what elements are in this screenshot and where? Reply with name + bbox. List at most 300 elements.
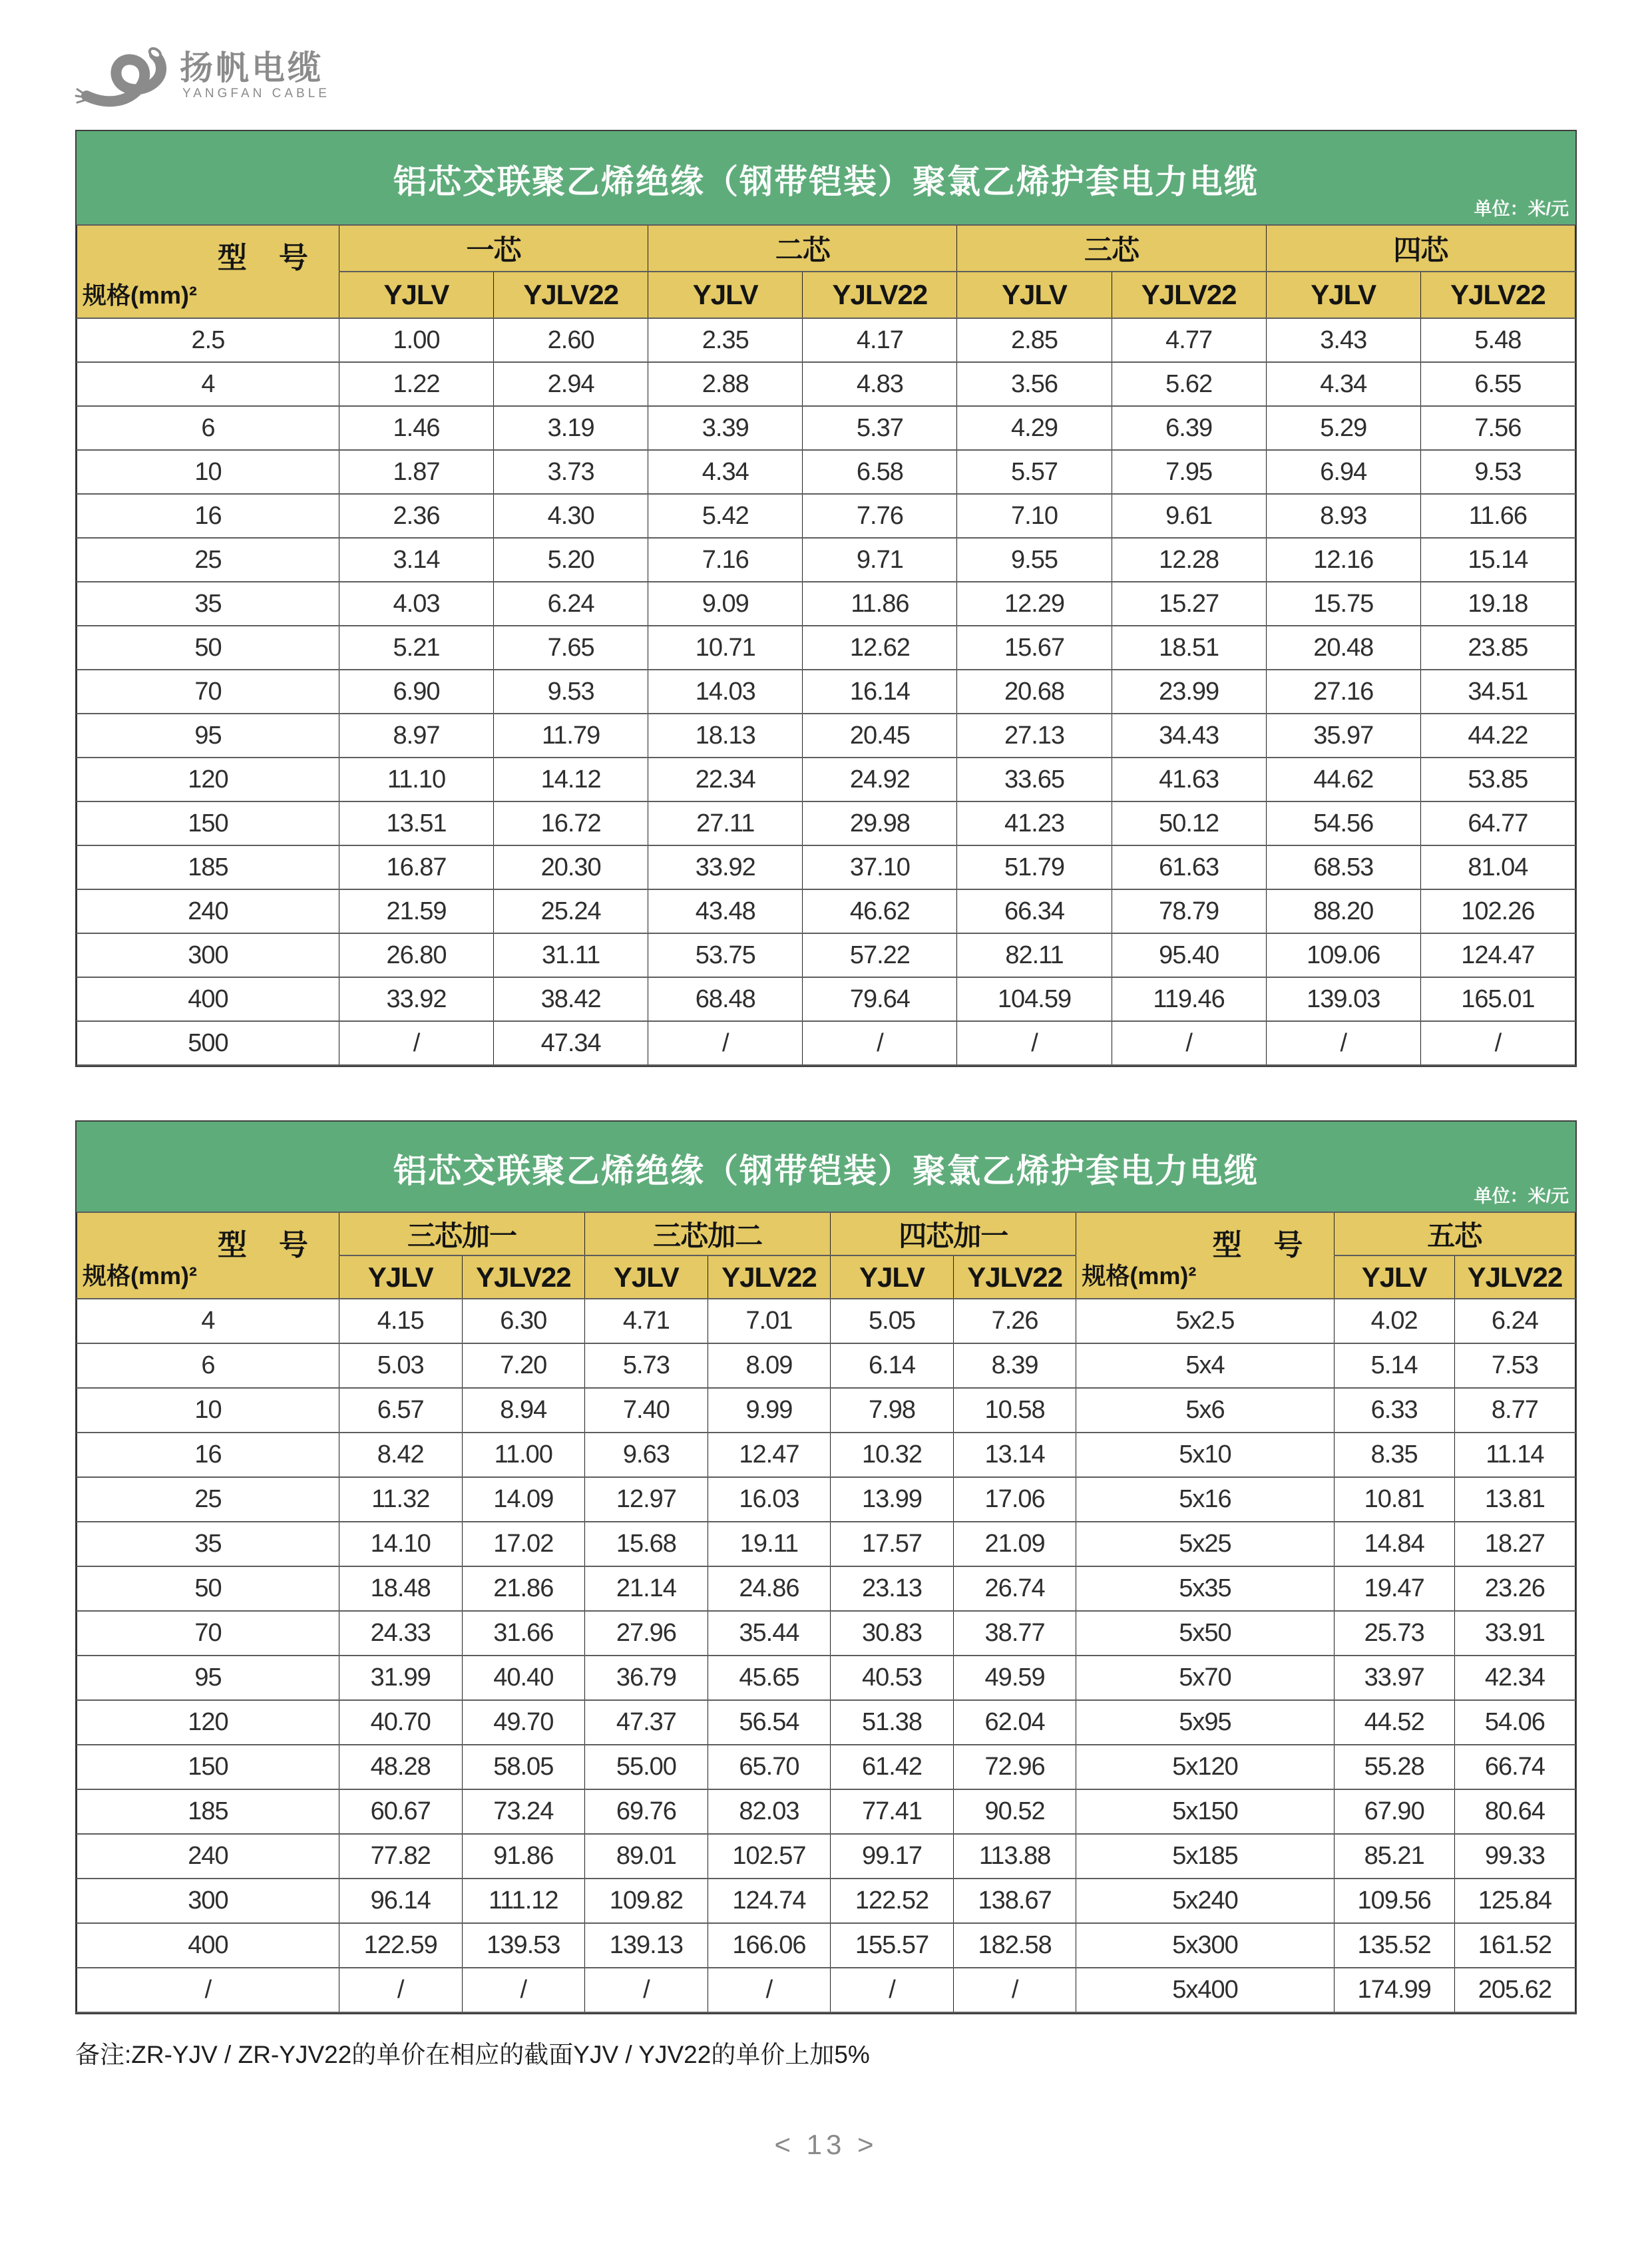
table-row — [77, 450, 1575, 494]
price-cell: 12.62 — [803, 626, 957, 670]
price-cell: 6.55 — [1420, 362, 1575, 406]
spec-cell: 95 — [77, 714, 339, 758]
price-cell: 38.77 — [953, 1611, 1076, 1656]
price-cell: 8.42 — [339, 1433, 462, 1477]
price-cell: 20.30 — [494, 845, 648, 889]
price-cell: 4.17 — [803, 318, 957, 362]
price-cell: 1.22 — [339, 362, 493, 406]
table-row — [77, 1923, 1575, 1968]
subheader-cell: YJLV — [339, 272, 493, 318]
subheader-cell: YJLV — [585, 1255, 708, 1299]
price-cell: 31.11 — [494, 933, 648, 977]
logo-text-cn: 扬帆电缆 — [180, 49, 323, 87]
price-cell: 62.04 — [953, 1700, 1076, 1745]
price-cell: 15.67 — [957, 626, 1112, 670]
price-cell: 139.13 — [585, 1923, 708, 1968]
price-cell: 17.06 — [953, 1477, 1076, 1522]
spec-cell: 240 — [77, 889, 339, 933]
price-cell: 18.27 — [1454, 1522, 1575, 1566]
price-cell: 77.41 — [831, 1789, 954, 1834]
price-cell: 9.53 — [494, 670, 648, 714]
table-row — [77, 714, 1575, 758]
price-cell: 41.23 — [957, 801, 1112, 845]
price-cell: 109.06 — [1266, 933, 1420, 977]
price-cell: 14.09 — [462, 1477, 585, 1522]
spec-cell: 10 — [77, 450, 339, 494]
price-cell: 16.03 — [708, 1477, 831, 1522]
subheader-cell: YJLV — [1334, 1255, 1454, 1299]
table-row — [77, 845, 1575, 889]
subheader-cell: YJLV22 — [462, 1255, 585, 1299]
price-cell: 91.86 — [462, 1834, 585, 1879]
price-cell: 13.14 — [953, 1433, 1076, 1477]
price-cell: 109.56 — [1334, 1879, 1454, 1923]
price-cell: 82.11 — [957, 933, 1112, 977]
price-cell: 4.34 — [1266, 362, 1420, 406]
spec-cell: 150 — [77, 1745, 339, 1789]
spec-cell: 35 — [77, 1522, 339, 1566]
price-cell: 6.94 — [1266, 450, 1420, 494]
price-cell: 10.71 — [648, 626, 803, 670]
spec-cell: 4 — [77, 362, 339, 406]
table1-body — [77, 318, 1575, 1065]
spec-cell: 70 — [77, 1611, 339, 1656]
price-cell: 47.37 — [585, 1700, 708, 1745]
price-cell: 33.92 — [648, 845, 803, 889]
price-cell: 3.56 — [957, 362, 1112, 406]
price-cell: 3.19 — [494, 406, 648, 450]
price-cell: 29.98 — [803, 801, 957, 845]
spec-cell: 5x150 — [1076, 1789, 1334, 1834]
table-row — [77, 670, 1575, 714]
subheader-cell: YJLV22 — [1454, 1255, 1575, 1299]
price-cell: 5.37 — [803, 406, 957, 450]
price-cell: 23.13 — [831, 1566, 954, 1611]
price-cell: 9.99 — [708, 1388, 831, 1433]
group-header: 四芯 — [1266, 225, 1575, 272]
price-cell: 5.62 — [1112, 362, 1266, 406]
price-cell: 33.92 — [339, 977, 493, 1021]
price-cell: 4.02 — [1334, 1299, 1454, 1343]
price-cell: 82.03 — [708, 1789, 831, 1834]
price-cell: 5.48 — [1420, 318, 1575, 362]
price-cell: 27.16 — [1266, 670, 1420, 714]
price-cell: 5.05 — [831, 1299, 954, 1343]
price-cell: 24.86 — [708, 1566, 831, 1611]
price-cell: 19.47 — [1334, 1566, 1454, 1611]
table2-title-bar — [77, 1122, 1575, 1212]
price-cell: / — [1420, 1021, 1575, 1065]
price-cell: 40.70 — [339, 1700, 462, 1745]
price-cell: 102.57 — [708, 1834, 831, 1879]
price-cell: 15.68 — [585, 1522, 708, 1566]
price-cell: 41.63 — [1112, 758, 1266, 801]
price-cell: 10.32 — [831, 1433, 954, 1477]
price-cell: 44.52 — [1334, 1700, 1454, 1745]
price-cell: 61.63 — [1112, 845, 1266, 889]
price-cell: 7.53 — [1454, 1343, 1575, 1388]
price-cell: 9.53 — [1420, 450, 1575, 494]
table1-header — [77, 225, 1575, 318]
price-cell: 2.35 — [648, 318, 803, 362]
table-row — [77, 626, 1575, 670]
price-cell: 60.67 — [339, 1789, 462, 1834]
table-row — [77, 1388, 1575, 1433]
group-header: 一芯 — [339, 225, 648, 272]
price-cell: 14.84 — [1334, 1522, 1454, 1566]
table-row — [77, 977, 1575, 1021]
price-cell: 7.95 — [1112, 450, 1266, 494]
price-cell: 6.90 — [339, 670, 493, 714]
spec-cell: 400 — [77, 1923, 339, 1968]
spec-cell: 4 — [77, 1299, 339, 1343]
price-cell: 135.52 — [1334, 1923, 1454, 1968]
spec-cell: 120 — [77, 1700, 339, 1745]
price-cell: / — [1266, 1021, 1420, 1065]
price-cell: 68.53 — [1266, 845, 1420, 889]
price-cell: / — [339, 1021, 493, 1065]
price-cell: 1.46 — [339, 406, 493, 450]
table-row — [77, 933, 1575, 977]
price-cell: 122.59 — [339, 1923, 462, 1968]
price-cell: 66.74 — [1454, 1745, 1575, 1789]
spec-cell: 50 — [77, 1566, 339, 1611]
price-cell: 33.91 — [1454, 1611, 1575, 1656]
price-cell: 40.40 — [462, 1656, 585, 1700]
price-cell: 155.57 — [831, 1923, 954, 1968]
price-cell: 68.48 — [648, 977, 803, 1021]
price-cell: 6.24 — [494, 582, 648, 626]
price-cell: 7.20 — [462, 1343, 585, 1388]
price-cell: 9.63 — [585, 1433, 708, 1477]
price-table-2 — [75, 1120, 1577, 2014]
price-cell: 5.20 — [494, 538, 648, 582]
table-row — [77, 1789, 1575, 1834]
price-cell: / — [1112, 1021, 1266, 1065]
price-cell: 182.58 — [953, 1923, 1076, 1968]
table-row — [77, 758, 1575, 801]
table-row — [77, 1477, 1575, 1522]
subheader-cell: YJLV22 — [803, 272, 957, 318]
price-cell: 109.82 — [585, 1879, 708, 1923]
price-cell: 27.13 — [957, 714, 1112, 758]
price-cell: 49.59 — [953, 1656, 1076, 1700]
price-cell: 42.34 — [1454, 1656, 1575, 1700]
corner-label-model: 型 号 — [217, 1229, 310, 1261]
table2-unit-label: 单位：米/元 — [1474, 1186, 1569, 1206]
price-cell: 16.14 — [803, 670, 957, 714]
price-cell: 21.59 — [339, 889, 493, 933]
price-cell: 124.47 — [1420, 933, 1575, 977]
price-cell: 2.88 — [648, 362, 803, 406]
price-cell: 8.35 — [1334, 1433, 1454, 1477]
price-cell: 6.33 — [1334, 1388, 1454, 1433]
price-cell: / — [585, 1968, 708, 2012]
table-row — [77, 1968, 1575, 2012]
group-header: 二芯 — [648, 225, 957, 272]
price-cell: 2.36 — [339, 494, 493, 538]
price-cell: 139.03 — [1266, 977, 1420, 1021]
spec-cell: 16 — [77, 1433, 339, 1477]
subheader-cell: YJLV22 — [1420, 272, 1575, 318]
price-cell: 6.24 — [1454, 1299, 1575, 1343]
price-cell: 102.26 — [1420, 889, 1575, 933]
price-cell: 4.71 — [585, 1299, 708, 1343]
price-cell: 6.58 — [803, 450, 957, 494]
price-cell: 47.34 — [494, 1021, 648, 1065]
spec-cell: 6 — [77, 406, 339, 450]
table1 — [77, 224, 1575, 1066]
spec-cell: 2.5 — [77, 318, 339, 362]
price-cell: 27.11 — [648, 801, 803, 845]
price-cell: 51.79 — [957, 845, 1112, 889]
price-cell: 54.06 — [1454, 1700, 1575, 1745]
price-cell: 12.97 — [585, 1477, 708, 1522]
price-cell: 25.24 — [494, 889, 648, 933]
spec-cell: 5x25 — [1076, 1522, 1334, 1566]
table-row — [77, 538, 1575, 582]
price-cell: 4.83 — [803, 362, 957, 406]
price-cell: 37.10 — [803, 845, 957, 889]
price-cell: 8.93 — [1266, 494, 1420, 538]
spec-cell: 10 — [77, 1388, 339, 1433]
price-cell: 4.34 — [648, 450, 803, 494]
price-cell: 7.16 — [648, 538, 803, 582]
price-cell: 119.46 — [1112, 977, 1266, 1021]
spec-cell: 5x10 — [1076, 1433, 1334, 1477]
price-cell: 61.42 — [831, 1745, 954, 1789]
price-cell: 12.29 — [957, 582, 1112, 626]
price-cell: 11.00 — [462, 1433, 585, 1477]
price-cell: 7.65 — [494, 626, 648, 670]
price-cell: 5.29 — [1266, 406, 1420, 450]
table-row — [77, 1522, 1575, 1566]
price-cell: 205.62 — [1454, 1968, 1575, 2012]
price-cell: 12.28 — [1112, 538, 1266, 582]
footer-note: 备注:ZR-YJV / ZR-YJV22的单价在相应的截面YJV / YJV22的单价上加5% — [75, 2041, 870, 2068]
table-row — [77, 582, 1575, 626]
logo-text-en: YANGFAN CABLE — [182, 87, 330, 101]
price-cell: 7.01 — [708, 1299, 831, 1343]
price-cell: 111.12 — [462, 1879, 585, 1923]
spec-cell: / — [77, 1968, 339, 2012]
price-cell: / — [831, 1968, 954, 2012]
price-cell: 5.42 — [648, 494, 803, 538]
price-cell: 122.52 — [831, 1879, 954, 1923]
price-cell: 14.12 — [494, 758, 648, 801]
price-cell: 22.34 — [648, 758, 803, 801]
spec-cell: 185 — [77, 1789, 339, 1834]
table-row — [77, 801, 1575, 845]
spec-cell: 150 — [77, 801, 339, 845]
spec-cell: 120 — [77, 758, 339, 801]
table-row — [77, 1566, 1575, 1611]
price-cell: 11.10 — [339, 758, 493, 801]
price-cell: 49.70 — [462, 1700, 585, 1745]
price-cell: 25.73 — [1334, 1611, 1454, 1656]
spec-cell: 5x95 — [1076, 1700, 1334, 1745]
table-row — [77, 318, 1575, 362]
price-cell: 38.42 — [494, 977, 648, 1021]
price-cell: 165.01 — [1420, 977, 1575, 1021]
table-row — [77, 889, 1575, 933]
price-cell: 174.99 — [1334, 1968, 1454, 2012]
price-cell: 81.04 — [1420, 845, 1575, 889]
price-cell: 36.79 — [585, 1656, 708, 1700]
price-cell: 12.16 — [1266, 538, 1420, 582]
price-cell: 66.34 — [957, 889, 1112, 933]
corner-label-model: 型 号 — [1212, 1229, 1305, 1261]
price-cell: 34.43 — [1112, 714, 1266, 758]
price-cell: 15.14 — [1420, 538, 1575, 582]
price-cell: 4.77 — [1112, 318, 1266, 362]
table-row — [77, 1021, 1575, 1065]
price-cell: 19.18 — [1420, 582, 1575, 626]
subheader-cell: YJLV — [831, 1255, 954, 1299]
price-cell: 14.10 — [339, 1522, 462, 1566]
price-cell: 3.73 — [494, 450, 648, 494]
spec-cell: 5x4 — [1076, 1343, 1334, 1388]
price-cell: 35.44 — [708, 1611, 831, 1656]
table2-corner-cell-2 — [1076, 1212, 1334, 1299]
price-cell: 65.70 — [708, 1745, 831, 1789]
price-cell: 23.99 — [1112, 670, 1266, 714]
price-cell: 5.21 — [339, 626, 493, 670]
spec-cell: 5x300 — [1076, 1923, 1334, 1968]
price-cell: 99.17 — [831, 1834, 954, 1879]
price-cell: / — [648, 1021, 803, 1065]
price-cell: 7.26 — [953, 1299, 1076, 1343]
price-cell: 5.03 — [339, 1343, 462, 1388]
subheader-cell: YJLV22 — [953, 1255, 1076, 1299]
price-cell: 43.48 — [648, 889, 803, 933]
table-row — [77, 406, 1575, 450]
price-cell: 3.14 — [339, 538, 493, 582]
cable-icon — [75, 37, 174, 111]
price-cell: 10.81 — [1334, 1477, 1454, 1522]
price-cell: 5.14 — [1334, 1343, 1454, 1388]
price-cell: 33.65 — [957, 758, 1112, 801]
price-cell: 18.48 — [339, 1566, 462, 1611]
price-cell: 20.45 — [803, 714, 957, 758]
spec-cell: 5x16 — [1076, 1477, 1334, 1522]
spec-cell: 16 — [77, 494, 339, 538]
price-cell: 27.96 — [585, 1611, 708, 1656]
spec-cell: 95 — [77, 1656, 339, 1700]
price-cell: 8.94 — [462, 1388, 585, 1433]
table-row — [77, 1611, 1575, 1656]
price-cell: 11.86 — [803, 582, 957, 626]
page-number: < 13 > — [774, 2129, 878, 2160]
price-cell: 7.10 — [957, 494, 1112, 538]
price-cell: 23.26 — [1454, 1566, 1575, 1611]
table-row — [77, 1879, 1575, 1923]
price-cell: 89.01 — [585, 1834, 708, 1879]
subheader-cell: YJLV22 — [708, 1255, 831, 1299]
price-cell: 5.57 — [957, 450, 1112, 494]
price-cell: 48.28 — [339, 1745, 462, 1789]
group-header: 四芯加一 — [831, 1212, 1076, 1255]
price-cell: 13.81 — [1454, 1477, 1575, 1522]
price-cell: 21.14 — [585, 1566, 708, 1611]
table1-title: 铝芯交联聚乙烯绝缘（钢带铠装）聚氯乙烯护套电力电缆 — [393, 163, 1259, 200]
price-cell: 113.88 — [953, 1834, 1076, 1879]
table-row — [77, 494, 1575, 538]
table2-title: 铝芯交联聚乙烯绝缘（钢带铠装）聚氯乙烯护套电力电缆 — [393, 1152, 1259, 1190]
subheader-cell: YJLV — [1266, 272, 1420, 318]
price-cell: 33.97 — [1334, 1656, 1454, 1700]
price-cell: 54.56 — [1266, 801, 1420, 845]
price-cell: 24.33 — [339, 1611, 462, 1656]
corner-label-spec: 规格(mm)² — [83, 282, 197, 309]
price-cell: 77.82 — [339, 1834, 462, 1879]
price-cell: 2.60 — [494, 318, 648, 362]
price-cell: 104.59 — [957, 977, 1112, 1021]
corner-label-model: 型 号 — [217, 242, 310, 274]
price-cell: 90.52 — [953, 1789, 1076, 1834]
price-cell: 16.87 — [339, 845, 493, 889]
table-row — [77, 1433, 1575, 1477]
price-cell: / — [339, 1968, 462, 2012]
price-cell: 15.27 — [1112, 582, 1266, 626]
table2-header — [77, 1212, 1575, 1299]
price-cell: / — [462, 1968, 585, 2012]
corner-label-spec: 规格(mm)² — [83, 1262, 197, 1289]
price-cell: 166.06 — [708, 1923, 831, 1968]
price-cell: 4.29 — [957, 406, 1112, 450]
spec-cell: 5x120 — [1076, 1745, 1334, 1789]
price-cell: 95.40 — [1112, 933, 1266, 977]
price-cell: 79.64 — [803, 977, 957, 1021]
price-cell: 56.54 — [708, 1700, 831, 1745]
price-cell: 125.84 — [1454, 1879, 1575, 1923]
table1-title-bar — [77, 131, 1575, 224]
subheader-cell: YJLV — [957, 272, 1112, 318]
spec-cell: 5x400 — [1076, 1968, 1334, 2012]
price-cell: 124.74 — [708, 1879, 831, 1923]
price-cell: 7.98 — [831, 1388, 954, 1433]
table1-unit-label: 单位：米/元 — [1474, 199, 1569, 219]
price-cell: 99.33 — [1454, 1834, 1575, 1879]
price-cell: 34.51 — [1420, 670, 1575, 714]
spec-cell: 35 — [77, 582, 339, 626]
price-cell: 96.14 — [339, 1879, 462, 1923]
spec-cell: 5x240 — [1076, 1879, 1334, 1923]
price-cell: 9.71 — [803, 538, 957, 582]
price-cell: 67.90 — [1334, 1789, 1454, 1834]
price-cell: 6.57 — [339, 1388, 462, 1433]
price-cell: 31.66 — [462, 1611, 585, 1656]
price-cell: 85.21 — [1334, 1834, 1454, 1879]
price-cell: 9.09 — [648, 582, 803, 626]
price-cell: 78.79 — [1112, 889, 1266, 933]
price-cell: 9.61 — [1112, 494, 1266, 538]
price-cell: 19.11 — [708, 1522, 831, 1566]
price-cell: 7.76 — [803, 494, 957, 538]
price-cell: 17.57 — [831, 1522, 954, 1566]
price-cell: 7.56 — [1420, 406, 1575, 450]
price-cell: 20.68 — [957, 670, 1112, 714]
price-cell: 88.20 — [1266, 889, 1420, 933]
spec-cell: 5x50 — [1076, 1611, 1334, 1656]
spec-cell: 25 — [77, 1477, 339, 1522]
price-cell: 1.87 — [339, 450, 493, 494]
price-cell: 5.73 — [585, 1343, 708, 1388]
spec-cell: 5x35 — [1076, 1566, 1334, 1611]
price-cell: 13.51 — [339, 801, 493, 845]
price-cell: 13.99 — [831, 1477, 954, 1522]
price-cell: 46.62 — [803, 889, 957, 933]
